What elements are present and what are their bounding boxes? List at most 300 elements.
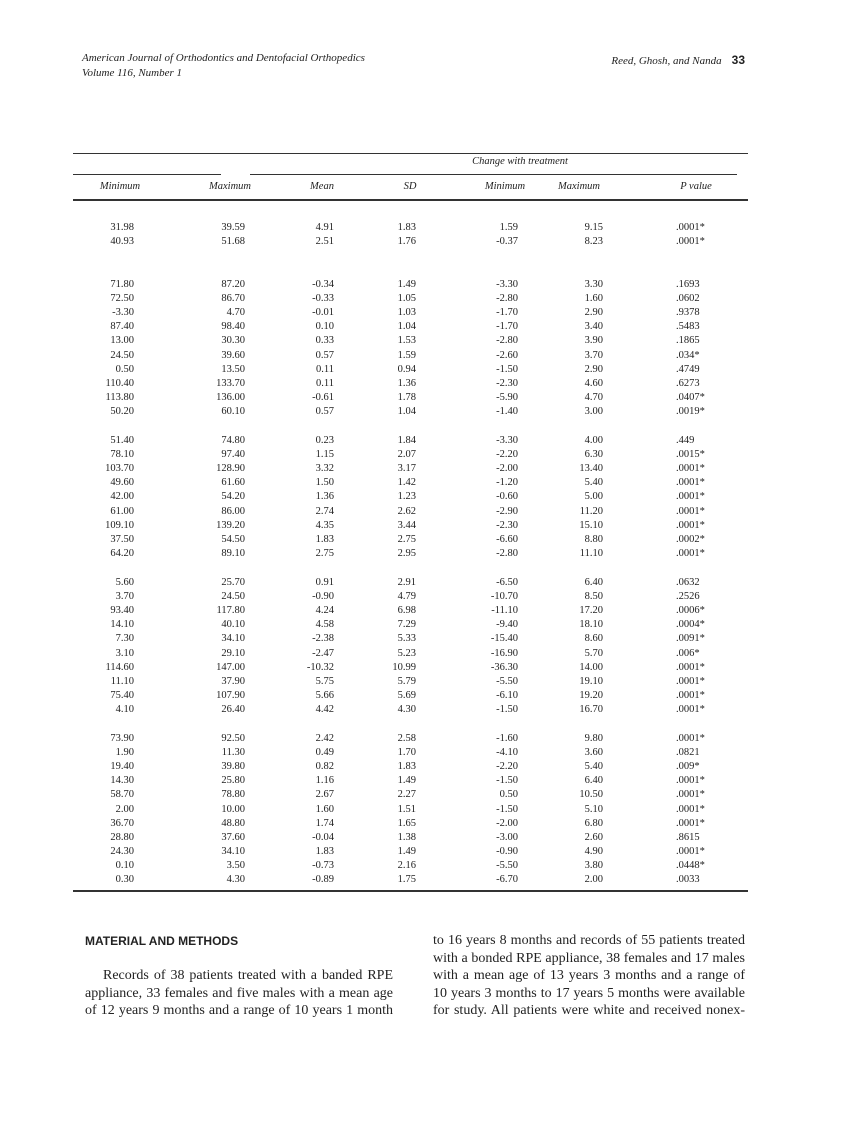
- cell-change-maximum: 4.70: [584, 391, 603, 403]
- cell-change-minimum: -2.20: [496, 449, 518, 461]
- cell-p-value: .0001*: [676, 803, 705, 815]
- group-header: Change with treatment: [472, 156, 568, 167]
- cell-p-value: .009*: [676, 761, 700, 773]
- cell-change-minimum: -11.10: [491, 605, 518, 617]
- cell-mean: -0.01: [312, 307, 334, 319]
- cell-change-minimum: -3.30: [496, 435, 518, 446]
- cell-mean: 0.11: [316, 377, 334, 389]
- cell-mean: 0.23: [315, 435, 334, 446]
- cell-sd: 1.83: [397, 761, 416, 773]
- header-bottom-rule: [73, 199, 748, 201]
- cell-mean: 1.50: [315, 477, 334, 489]
- cell-change-minimum: -1.50: [496, 775, 518, 787]
- cell-change-minimum: -1.40: [496, 405, 518, 417]
- cell-maximum: 39.60: [221, 349, 245, 361]
- cell-p-value: .0602: [676, 293, 700, 305]
- cell-minimum: 71.80: [110, 279, 134, 290]
- cell-p-value: .0015*: [676, 449, 705, 461]
- text-line: with a mean age of 13 years 3 months and a range of: [433, 968, 745, 983]
- cell-p-value: .1693: [676, 279, 700, 290]
- cell-change-maximum: 11.20: [579, 505, 603, 517]
- cell-change-maximum: 4.90: [584, 845, 603, 857]
- cell-mean: 1.60: [315, 803, 334, 815]
- cell-sd: 1.76: [397, 236, 416, 248]
- cell-maximum: 10.00: [221, 803, 245, 815]
- cell-sd: 5.23: [397, 647, 416, 659]
- cell-sd: 1.49: [397, 775, 416, 787]
- cell-mean: 0.57: [315, 405, 334, 417]
- cell-change-maximum: 9.15: [584, 222, 603, 233]
- cell-change-minimum: -2.80: [496, 293, 518, 305]
- header-rule-left: [73, 174, 221, 175]
- cell-maximum: 3.50: [226, 859, 245, 871]
- cell-p-value: .0448*: [676, 859, 705, 871]
- cell-sd: 7.29: [397, 619, 416, 631]
- cell-change-minimum: -0.90: [496, 845, 518, 857]
- cell-sd: 1.65: [397, 817, 416, 829]
- cell-p-value: .0002*: [676, 533, 705, 545]
- cell-minimum: 0.50: [115, 363, 134, 375]
- cell-mean: -0.61: [312, 391, 334, 403]
- cell-change-maximum: 3.00: [584, 405, 603, 417]
- cell-maximum: 139.20: [216, 519, 245, 531]
- cell-change-minimum: -6.70: [496, 874, 518, 885]
- cell-minimum: 49.60: [110, 477, 134, 489]
- cell-maximum: 39.80: [221, 761, 245, 773]
- cell-sd: 3.44: [397, 519, 416, 531]
- cell-p-value: .0001*: [676, 689, 705, 701]
- cell-minimum: 1.90: [115, 747, 134, 759]
- cell-minimum: 37.50: [110, 533, 134, 545]
- cell-mean: 4.91: [315, 222, 334, 233]
- cell-mean: -0.73: [312, 859, 334, 871]
- text-line: Records of 38 patients treated with a banded RPE: [103, 968, 393, 983]
- cell-minimum: 5.60: [115, 577, 134, 588]
- cell-p-value: .2526: [676, 591, 700, 603]
- cell-minimum: 14.30: [110, 775, 134, 787]
- cell-maximum: 61.60: [221, 477, 245, 489]
- cell-minimum: 64.20: [110, 547, 134, 559]
- cell-change-minimum: -36.30: [490, 661, 518, 673]
- cell-minimum: 114.60: [105, 661, 134, 673]
- cell-minimum: 40.93: [110, 236, 134, 248]
- cell-maximum: 30.30: [221, 335, 245, 347]
- cell-change-minimum: -2.90: [496, 505, 518, 517]
- cell-p-value: .0001*: [676, 477, 705, 489]
- cell-change-minimum: -16.90: [490, 647, 518, 659]
- cell-p-value: .5483: [676, 321, 700, 333]
- cell-p-value: .0091*: [676, 633, 705, 645]
- cell-p-value: .0004*: [676, 619, 705, 631]
- cell-maximum: 74.80: [221, 435, 245, 446]
- cell-mean: 1.83: [315, 533, 334, 545]
- cell-maximum: 37.60: [221, 831, 245, 843]
- cell-mean: -0.89: [312, 874, 334, 885]
- journal-title: American Journal of Orthodontics and Dentofacial Orthopedics: [82, 52, 365, 64]
- table-top-rule: [73, 153, 748, 154]
- cell-minimum: 87.40: [110, 321, 134, 333]
- cell-p-value: .8615: [676, 831, 700, 843]
- cell-maximum: 86.70: [221, 293, 245, 305]
- col-header-minimum: Minimum: [99, 181, 141, 192]
- cell-minimum: 13.00: [110, 335, 134, 347]
- cell-change-maximum: 2.60: [584, 831, 603, 843]
- cell-p-value: .1865: [676, 335, 700, 347]
- cell-mean: -0.33: [312, 293, 334, 305]
- cell-minimum: 75.40: [110, 689, 134, 701]
- cell-change-minimum: 0.50: [499, 789, 518, 801]
- cell-change-maximum: 19.20: [579, 689, 603, 701]
- cell-sd: 1.49: [397, 279, 416, 290]
- cell-maximum: 39.59: [221, 222, 245, 233]
- cell-p-value: .0001*: [676, 505, 705, 517]
- cell-mean: 2.75: [315, 547, 334, 559]
- cell-sd: 1.04: [397, 321, 416, 333]
- cell-sd: 1.59: [397, 349, 416, 361]
- cell-p-value: .0001*: [676, 817, 705, 829]
- cell-change-maximum: 9.80: [584, 733, 603, 744]
- cell-minimum: 58.70: [110, 789, 134, 801]
- cell-p-value: .0006*: [676, 605, 705, 617]
- cell-mean: 0.33: [315, 335, 334, 347]
- cell-p-value: .0407*: [676, 391, 705, 403]
- cell-minimum: -3.30: [112, 307, 134, 319]
- cell-mean: 1.15: [315, 449, 334, 461]
- cell-change-maximum: 11.10: [579, 547, 603, 559]
- cell-minimum: 61.00: [110, 505, 134, 517]
- cell-sd: 3.17: [397, 463, 416, 475]
- cell-mean: 0.49: [315, 747, 334, 759]
- cell-sd: 2.16: [397, 859, 416, 871]
- cell-minimum: 2.00: [115, 803, 134, 815]
- cell-sd: 1.42: [397, 477, 416, 489]
- cell-minimum: 73.90: [110, 733, 134, 744]
- cell-change-maximum: 2.00: [584, 874, 603, 885]
- cell-minimum: 0.10: [115, 859, 134, 871]
- cell-change-maximum: 3.40: [584, 321, 603, 333]
- cell-mean: 1.83: [315, 845, 334, 857]
- cell-change-maximum: 6.40: [584, 775, 603, 787]
- cell-sd: 1.51: [397, 803, 416, 815]
- cell-mean: 1.36: [315, 491, 334, 503]
- cell-mean: 0.11: [316, 363, 334, 375]
- cell-minimum: 31.98: [110, 222, 134, 233]
- cell-sd: 4.79: [397, 591, 416, 603]
- cell-change-maximum: 2.90: [584, 307, 603, 319]
- cell-p-value: .0001*: [676, 733, 705, 744]
- cell-mean: -10.32: [306, 661, 334, 673]
- cell-change-minimum: -6.50: [496, 577, 518, 588]
- cell-maximum: 87.20: [221, 279, 245, 290]
- cell-mean: 0.57: [315, 349, 334, 361]
- cell-maximum: 24.50: [221, 591, 245, 603]
- cell-change-minimum: -1.50: [496, 363, 518, 375]
- cell-change-maximum: 6.30: [584, 449, 603, 461]
- cell-change-minimum: -15.40: [490, 633, 518, 645]
- cell-maximum: 89.10: [221, 547, 245, 559]
- cell-change-maximum: 5.10: [584, 803, 603, 815]
- cell-change-maximum: 10.50: [579, 789, 603, 801]
- cell-change-maximum: 3.90: [584, 335, 603, 347]
- page-number: 33: [731, 53, 745, 67]
- cell-sd: 2.91: [397, 577, 416, 588]
- cell-p-value: .0019*: [676, 405, 705, 417]
- cell-maximum: 40.10: [221, 619, 245, 631]
- cell-minimum: 11.10: [110, 675, 134, 687]
- cell-p-value: .0001*: [676, 845, 705, 857]
- cell-mean: 4.42: [315, 703, 334, 715]
- cell-change-minimum: -1.50: [496, 703, 518, 715]
- cell-change-maximum: 8.50: [584, 591, 603, 603]
- cell-change-maximum: 5.40: [584, 761, 603, 773]
- cell-p-value: .9378: [676, 307, 700, 319]
- cell-change-minimum: -6.60: [496, 533, 518, 545]
- cell-change-maximum: 2.90: [584, 363, 603, 375]
- cell-change-minimum: -1.20: [496, 477, 518, 489]
- cell-minimum: 72.50: [110, 293, 134, 305]
- cell-change-maximum: 1.60: [584, 293, 603, 305]
- cell-sd: 10.99: [392, 661, 416, 673]
- col-header-p-value: P value: [680, 181, 712, 192]
- col-header-change-maximum: Maximum: [558, 181, 600, 192]
- cell-p-value: .0001*: [676, 661, 705, 673]
- cell-change-minimum: -5.50: [496, 859, 518, 871]
- cell-change-maximum: 8.60: [584, 633, 603, 645]
- cell-p-value: .0001*: [676, 222, 705, 233]
- cell-minimum: 19.40: [110, 761, 134, 773]
- cell-change-maximum: 4.60: [584, 377, 603, 389]
- cell-sd: 1.53: [397, 335, 416, 347]
- cell-mean: 4.58: [315, 619, 334, 631]
- cell-p-value: .034*: [676, 349, 700, 361]
- journal-volume: Volume 116, Number 1: [82, 67, 183, 79]
- cell-change-maximum: 6.80: [584, 817, 603, 829]
- cell-change-minimum: -3.00: [496, 831, 518, 843]
- cell-sd: 1.36: [397, 377, 416, 389]
- cell-p-value: .0001*: [676, 519, 705, 531]
- cell-change-maximum: 19.10: [579, 675, 603, 687]
- cell-change-minimum: -2.80: [496, 335, 518, 347]
- col-header-mean: Mean: [310, 181, 334, 192]
- cell-sd: 2.62: [397, 505, 416, 517]
- section-title: MATERIAL AND METHODS: [85, 934, 239, 948]
- cell-mean: 2.67: [315, 789, 334, 801]
- cell-change-maximum: 13.40: [579, 463, 603, 475]
- cell-minimum: 36.70: [110, 817, 134, 829]
- text-line: with a bonded RPE appliance, 38 females and 17 males: [433, 950, 745, 966]
- cell-sd: 2.27: [397, 789, 416, 801]
- cell-mean: 2.42: [315, 733, 334, 744]
- cell-p-value: .6273: [676, 377, 700, 389]
- cell-change-minimum: -5.50: [496, 675, 518, 687]
- cell-p-value: .4749: [676, 363, 700, 375]
- cell-minimum: 93.40: [110, 605, 134, 617]
- cell-sd: 1.78: [397, 391, 416, 403]
- cell-maximum: 51.68: [221, 236, 245, 248]
- cell-maximum: 128.90: [216, 463, 245, 475]
- cell-sd: 1.84: [397, 435, 416, 446]
- cell-change-minimum: -0.37: [496, 236, 518, 248]
- cell-change-minimum: -1.60: [496, 733, 518, 744]
- cell-sd: 2.58: [397, 733, 416, 744]
- cell-maximum: 60.10: [221, 405, 245, 417]
- cell-change-minimum: -2.30: [496, 377, 518, 389]
- cell-mean: 0.10: [315, 321, 334, 333]
- cell-minimum: 113.80: [105, 391, 134, 403]
- cell-mean: -0.90: [312, 591, 334, 603]
- col-header-maximum: Maximum: [209, 181, 251, 192]
- cell-change-maximum: 6.40: [584, 577, 603, 588]
- text-line: 10 years 3 months to 17 years 5 months were available: [433, 985, 745, 1001]
- cell-change-maximum: 16.70: [579, 703, 603, 715]
- cell-change-maximum: 5.00: [584, 491, 603, 503]
- cell-change-minimum: -5.90: [496, 391, 518, 403]
- cell-maximum: 117.80: [216, 605, 245, 617]
- cell-change-minimum: -2.00: [496, 817, 518, 829]
- cell-change-maximum: 4.00: [584, 435, 603, 446]
- cell-mean: 5.75: [315, 675, 334, 687]
- cell-maximum: 26.40: [221, 703, 245, 715]
- cell-maximum: 107.90: [216, 689, 245, 701]
- cell-sd: 5.69: [397, 689, 416, 701]
- cell-mean: -2.38: [312, 633, 334, 645]
- cell-maximum: 13.50: [221, 363, 245, 375]
- cell-maximum: 25.80: [221, 775, 245, 787]
- cell-maximum: 133.70: [216, 377, 245, 389]
- cell-mean: 0.82: [315, 761, 334, 773]
- cell-change-minimum: -1.70: [496, 321, 518, 333]
- cell-maximum: 37.90: [221, 675, 245, 687]
- cell-maximum: 34.10: [221, 633, 245, 645]
- cell-sd: 1.75: [397, 874, 416, 885]
- cell-minimum: 51.40: [110, 435, 134, 446]
- cell-minimum: 7.30: [115, 633, 134, 645]
- cell-sd: 1.23: [397, 491, 416, 503]
- cell-p-value: .449: [676, 435, 695, 446]
- cell-change-maximum: 8.80: [584, 533, 603, 545]
- cell-maximum: 92.50: [221, 733, 245, 744]
- cell-change-maximum: 15.10: [579, 519, 603, 531]
- cell-p-value: .0033: [676, 874, 700, 885]
- text-line: of 12 years 9 months and a range of 10 years 1 month: [85, 1003, 393, 1018]
- col-header-sd: SD: [403, 181, 417, 192]
- cell-p-value: .0632: [676, 577, 700, 588]
- cell-change-minimum: -10.70: [490, 591, 518, 603]
- cell-minimum: 78.10: [110, 449, 134, 461]
- cell-minimum: 103.70: [105, 463, 134, 475]
- cell-maximum: 25.70: [221, 577, 245, 588]
- text-line: to 16 years 8 months and records of 55 patients treated: [433, 933, 745, 948]
- cell-maximum: 11.30: [221, 747, 245, 759]
- cell-p-value: .0001*: [676, 463, 705, 475]
- header-rule-right: [250, 174, 737, 175]
- cell-mean: 2.51: [315, 236, 334, 248]
- cell-p-value: .0001*: [676, 547, 705, 559]
- cell-sd: 5.33: [397, 633, 416, 645]
- cell-minimum: 3.10: [115, 647, 134, 659]
- left-column-text: [85, 967, 393, 1020]
- cell-change-maximum: 14.00: [579, 661, 603, 673]
- cell-change-maximum: 3.60: [584, 747, 603, 759]
- cell-maximum: 54.50: [221, 533, 245, 545]
- text-line: appliance, 33 females and five males with a mean age: [85, 985, 393, 1001]
- cell-sd: 6.98: [397, 605, 416, 617]
- cell-sd: 2.07: [397, 449, 416, 461]
- cell-change-minimum: -1.70: [496, 307, 518, 319]
- cell-mean: -2.47: [312, 647, 334, 659]
- cell-sd: 4.30: [397, 703, 416, 715]
- cell-change-maximum: 3.80: [584, 859, 603, 871]
- text-line: for study. All patients were white and received nonex-: [433, 1003, 745, 1018]
- cell-p-value: .0001*: [676, 789, 705, 801]
- cell-change-minimum: -2.30: [496, 519, 518, 531]
- cell-sd: 1.38: [397, 831, 416, 843]
- cell-mean: 4.35: [315, 519, 334, 531]
- cell-mean: -0.04: [312, 831, 334, 843]
- cell-maximum: 4.70: [226, 307, 245, 319]
- cell-sd: 1.04: [397, 405, 416, 417]
- cell-sd: 1.70: [397, 747, 416, 759]
- cell-sd: 0.94: [397, 363, 416, 375]
- cell-change-minimum: -9.40: [496, 619, 518, 631]
- cell-sd: 1.05: [397, 293, 416, 305]
- cell-p-value: .0821: [676, 747, 700, 759]
- cell-p-value: .006*: [676, 647, 700, 659]
- table-bottom-rule: [73, 890, 748, 892]
- cell-change-minimum: 1.59: [499, 222, 518, 233]
- cell-mean: 5.66: [315, 689, 334, 701]
- cell-minimum: 50.20: [110, 405, 134, 417]
- cell-change-minimum: -2.80: [496, 547, 518, 559]
- cell-minimum: 109.10: [105, 519, 134, 531]
- cell-sd: 1.03: [397, 307, 416, 319]
- cell-p-value: .0001*: [676, 703, 705, 715]
- cell-minimum: 14.10: [110, 619, 134, 631]
- cell-minimum: 28.80: [110, 831, 134, 843]
- cell-change-maximum: 3.70: [584, 349, 603, 361]
- authors: Reed, Ghosh, and Nanda: [611, 55, 722, 67]
- cell-minimum: 24.30: [110, 845, 134, 857]
- cell-change-minimum: -4.10: [496, 747, 518, 759]
- cell-p-value: .0001*: [676, 491, 705, 503]
- cell-maximum: 78.80: [221, 789, 245, 801]
- cell-maximum: 86.00: [221, 505, 245, 517]
- cell-p-value: .0001*: [676, 675, 705, 687]
- cell-change-maximum: 8.23: [584, 236, 603, 248]
- cell-change-maximum: 5.40: [584, 477, 603, 489]
- cell-maximum: 4.30: [226, 874, 245, 885]
- cell-minimum: 3.70: [115, 591, 134, 603]
- cell-minimum: 24.50: [110, 349, 134, 361]
- cell-change-maximum: 3.30: [584, 279, 603, 290]
- right-column-text: [433, 932, 745, 1020]
- cell-mean: 3.32: [315, 463, 334, 475]
- cell-p-value: .0001*: [676, 236, 705, 248]
- cell-minimum: 0.30: [115, 874, 134, 885]
- cell-maximum: 29.10: [221, 647, 245, 659]
- cell-minimum: 4.10: [115, 703, 134, 715]
- cell-maximum: 48.80: [221, 817, 245, 829]
- cell-sd: 1.49: [397, 845, 416, 857]
- cell-mean: 1.74: [315, 817, 334, 829]
- cell-change-minimum: -2.20: [496, 761, 518, 773]
- cell-change-maximum: 5.70: [584, 647, 603, 659]
- cell-mean: -0.34: [312, 279, 334, 290]
- cell-p-value: .0001*: [676, 775, 705, 787]
- cell-change-minimum: -3.30: [496, 279, 518, 290]
- cell-minimum: 110.40: [105, 377, 134, 389]
- cell-minimum: 42.00: [110, 491, 134, 503]
